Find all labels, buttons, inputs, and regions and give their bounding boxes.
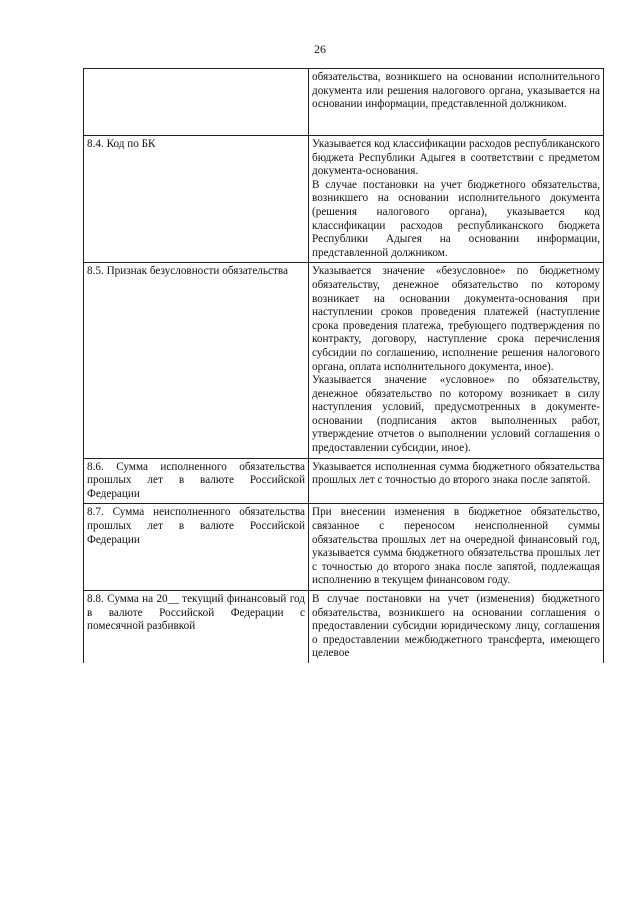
field-description-cell [309,136,604,263]
field-name-cell: 8.5. Признак безусловности обязательства [84,263,309,458]
table-row [84,591,604,663]
description-paragraph: Указывается значение «безусловное» по бюджетному обязательству, денежное обязательство по которому возникает на основании документа-основания при наступлении сроков проведения платежей (наступление срока проведения платежа, требующего подтверждения по контракту, договору, наступление срока перечисления субсидии по соглашению, исполнение решения налогового органа, оплата исполнительного документа, иное). [312,265,600,373]
field-description-cell [309,504,604,591]
field-name-cell: 8.6. Сумма исполненного обязательства прошлых лет в валюте Российской Федерации [84,458,309,504]
field-name-cell: 8.7. Сумма неисполненного обязательства прошлых лет в валюте Российской Федерации [84,504,309,591]
description-paragraph: обязательства, возникшего на основании исполнительного документа или решения налогового органа, указывается на основании информации, представленной должником. [312,71,600,111]
requirements-table [83,68,604,663]
table-row [84,458,604,504]
field-name-cell: 8.4. Код по БК [84,136,309,263]
field-description-cell [309,69,604,136]
field-description-cell [309,591,604,663]
table-row [84,504,604,591]
page-number: 26 [314,42,326,56]
table-row [84,69,604,136]
table-row [84,263,604,458]
description-paragraph: Указывается код классификации расходов республиканского бюджета Республики Адыгея в соответствии с предметом документа-основания. [312,138,600,178]
field-description-cell [309,263,604,458]
description-paragraph: При внесении изменения в бюджетное обязательство, связанное с переносом неисполненной суммы обязательства прошлых лет на очередной финансовый год, указывается сумма бюджетного обязательства прошлых лет с точностью до второго знака после запятой, подлежащая исполнению в текущем финансовом году. [312,506,600,587]
table-row [84,136,604,263]
description-paragraph: Указывается исполненная сумма бюджетного обязательства прошлых лет с точностью до второго знака после запятой. [312,460,600,487]
field-description-cell [309,458,604,504]
description-paragraph: В случае постановки на учет (изменения) бюджетного обязательства, возникшего на основании соглашения о предоставлении субсидии юридическому лицу, соглашения о предоставлении межбюджетного трансферта, имеющего целевое [312,593,600,660]
description-paragraph: В случае постановки на учет бюджетного обязательства, возникшего на основании исполнительного документа (решения налогового органа), указывается код классификации расходов республиканского бюджета Республики Адыгея на основании информации, представленной должником. [312,178,600,259]
field-name-cell [84,69,309,136]
description-paragraph: Указывается значение «условное» по обязательству, денежное обязательство по которому возникает в силу наступления условий, предусмотренных в документе-основании (подписания актов выполненных работ, утверждение отчетов о выполнении условий соглашения о предоставлении субсидии, иное). [312,374,600,455]
field-name-cell: 8.8. Сумма на 20__ текущий финансовый год в валюте Российской Федерации с помесячной разбивкой [84,591,309,663]
